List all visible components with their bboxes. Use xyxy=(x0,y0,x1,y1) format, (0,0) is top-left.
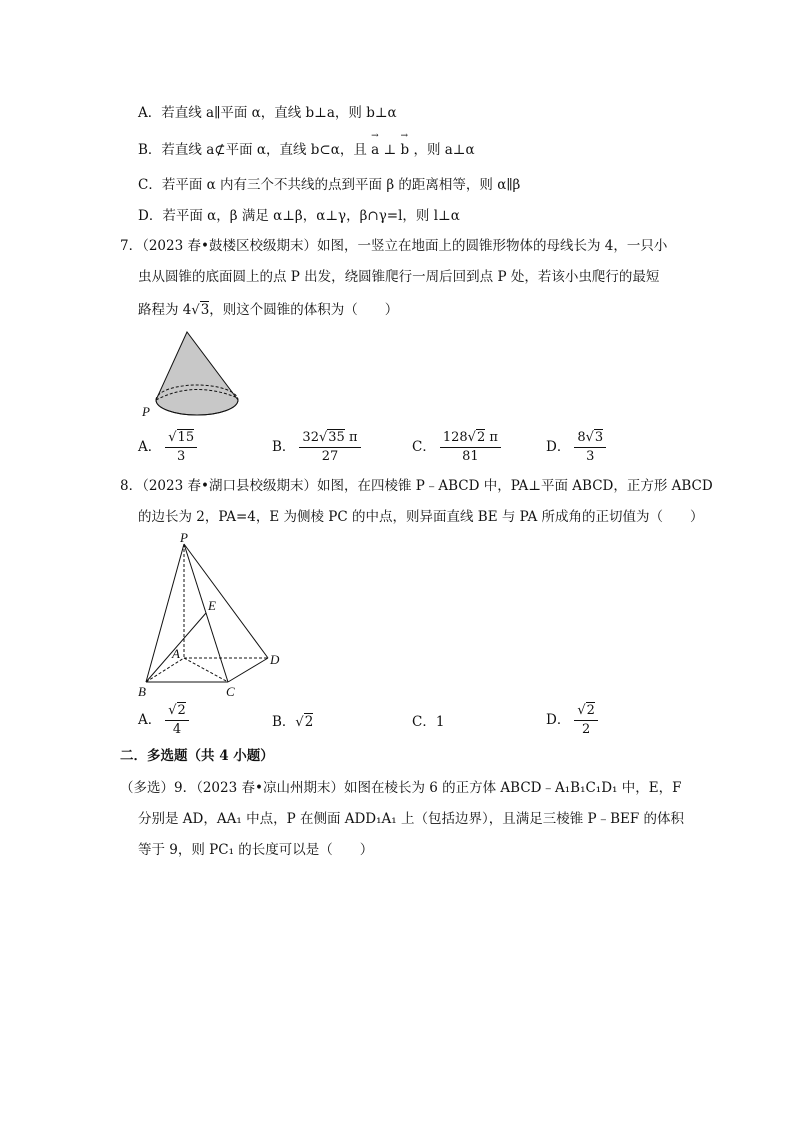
perp-symbol: ⊥ xyxy=(383,142,397,158)
q7-option-c: C． $\frac{128√2 \pi}{81}$ xyxy=(412,430,501,465)
q8-option-b: B．√2 xyxy=(272,714,314,730)
q8-option-c-label: C． xyxy=(412,714,436,730)
cone-label-p: P xyxy=(142,404,150,419)
q7-option-b-radicand: 35 xyxy=(328,430,345,445)
q7-option-c-radicand: 2 xyxy=(476,430,486,445)
q6-option-c: C．若平面 α 内有三个不共线的点到平面 β 的距离相等，则 α∥β xyxy=(138,177,521,193)
q7-option-a-radicand: 15 xyxy=(177,430,195,445)
q8-option-c-value: 1 xyxy=(435,714,445,730)
vector-a: → a xyxy=(371,131,380,158)
q7-line-2: 虫从圆锥的底面圆上的点 P 出发，绕圆锥爬行一周后回到点 P 处，若该小虫爬行的最短 xyxy=(138,269,660,285)
q7-option-a-den: 3 xyxy=(177,449,186,464)
label-p: P xyxy=(180,530,188,545)
q7-option-b-den: 27 xyxy=(321,449,339,464)
q8-option-c xyxy=(412,710,444,730)
edge-pb xyxy=(146,544,184,682)
q7-option-b-label: B． xyxy=(272,439,296,455)
q8-pyramid-figure xyxy=(132,530,292,702)
q8-option-a-radicand: 2 xyxy=(177,703,186,718)
label-c: C xyxy=(226,684,235,699)
q8-line-1: 8．（2023 春•湖口县校级期末）如图，在四棱锥 P﹣ABCD 中，PA⊥平面 ABCD，正方形 ABCD xyxy=(120,478,713,494)
q9-line-1: （多选）9．（2023 春•凉山州期末）如图在棱长为 6 的正方体 ABCD﹣A₁B₁C₁D₁ 中，E，F xyxy=(120,780,682,796)
q7-option-c-label: C． xyxy=(412,439,436,455)
q7-option-b: B． $\frac{32√35 \pi}{27}$ xyxy=(272,430,361,465)
cone-body xyxy=(156,332,238,415)
q7-line-3: 路程为 4√3，则这个圆锥的体积为（ ） xyxy=(138,302,399,318)
q8-option-b-label: B． xyxy=(272,714,296,730)
label-a: A xyxy=(172,646,180,661)
q8-option-a-label: A． xyxy=(138,712,162,728)
q6-option-a: A．若直线 a∥平面 α，直线 b⊥a，则 b⊥α xyxy=(138,105,397,121)
label-d: D xyxy=(270,652,280,667)
q7-option-d-coef: 8 xyxy=(577,430,586,445)
q9-line-3: 等于 9，则 PC₁ 的长度可以是（ ） xyxy=(138,842,374,858)
q8-option-b-radicand: 2 xyxy=(304,714,314,730)
q7-line-3-radicand: 3 xyxy=(200,302,210,318)
q6-option-b-pre: B．若直线 a⊄平面 α，直线 b⊂α，且 xyxy=(138,142,367,158)
label-e: E xyxy=(208,598,216,613)
q7-line-3-pre: 路程为 4 xyxy=(138,302,192,318)
edge-cd xyxy=(228,658,268,682)
q7-cone-figure xyxy=(134,326,244,422)
q9-line-2: 分别是 AD，AA₁ 中点，P 在侧面 ADD₁A₁ 上（包括边界），且满足三棱锥 P﹣BEF 的体积 xyxy=(138,811,685,827)
q7-option-c-suffix: π xyxy=(485,430,498,445)
section-title: 二．多选题（共 4 小题） xyxy=(120,748,274,764)
q7-line-3-post: ，则这个圆锥的体积为（ ） xyxy=(209,302,399,318)
q6-option-b-post: ，则 a⊥α xyxy=(413,142,475,158)
q7-option-d-radicand: 3 xyxy=(594,430,604,445)
q7-option-d: D． $\frac{8√3}{3}$ xyxy=(546,430,606,465)
label-b: B xyxy=(138,684,146,699)
q7-option-c-den: 81 xyxy=(462,449,479,464)
q7-option-d-label: D． xyxy=(546,439,571,455)
q8-option-a: A． $\frac{√2}{4}$ xyxy=(138,703,189,738)
q8-line-2: 的边长为 2，PA=4，E 为侧棱 PC 的中点，则异面直线 BE 与 PA 所成角的正切值为（ ） xyxy=(138,509,704,525)
q7-option-b-suffix: π xyxy=(344,430,358,445)
q6-option-b xyxy=(138,131,475,159)
q7-option-d-den: 3 xyxy=(586,449,595,464)
q8-option-d-radicand: 2 xyxy=(586,703,595,718)
q7-line-1: 7．（2023 春•鼓楼区校级期末）如图，一竖立在地面上的圆锥形物体的母线长为 4，一只小 xyxy=(120,238,668,254)
q8-option-d: D． $\frac{√2}{2}$ xyxy=(546,703,598,738)
q7-option-b-coef: 32 xyxy=(302,430,319,445)
q8-option-a-den: 4 xyxy=(172,722,182,737)
q7-option-a-label: A． xyxy=(138,439,162,455)
edge-pd xyxy=(184,544,268,658)
vector-b: → b xyxy=(400,131,410,158)
q6-option-d: D．若平面 α，β 满足 α⊥β，α⊥γ，β∩γ=l，则 l⊥α xyxy=(138,208,460,224)
q7-option-a: A． $\frac{√15}{3}$ xyxy=(138,430,197,465)
q8-option-d-den: 2 xyxy=(581,722,591,737)
q8-option-d-label: D． xyxy=(546,712,571,728)
q7-option-c-coef: 128 xyxy=(442,430,468,445)
